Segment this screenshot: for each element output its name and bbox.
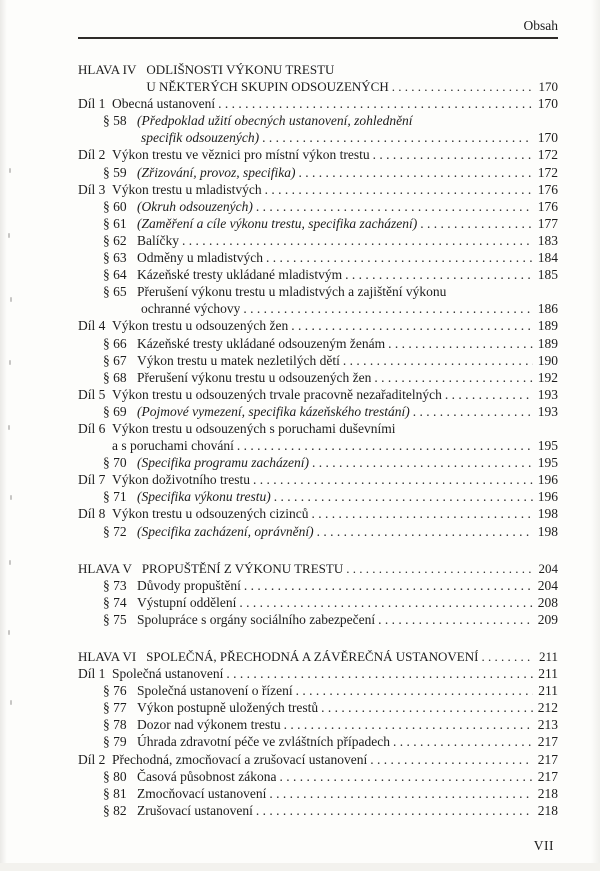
toc-entry-title: Výkon trestu u odsouzených s poruchami duševními [112, 420, 396, 436]
toc-entry-line [112, 751, 558, 768]
toc-entry-page-number: 185 [537, 267, 558, 283]
toc-entry-dil [78, 471, 558, 488]
toc-entry-page-number: 218 [537, 802, 558, 818]
dot-leader [442, 386, 533, 403]
dot-leader [371, 369, 532, 386]
toc-entry-body [146, 61, 558, 95]
toc-entry-body [137, 215, 558, 232]
scan-speck [9, 360, 11, 365]
toc-entry-title: Výkon postupně uložených trestů [137, 700, 319, 716]
dot-leader [253, 802, 533, 819]
header-rule [78, 37, 558, 39]
toc-entry-body [112, 665, 558, 682]
toc-entry-line [137, 699, 558, 716]
scan-speck [10, 495, 12, 500]
toc-entry-page-number: 193 [537, 386, 558, 402]
toc-entry-label: § 71 [103, 489, 127, 505]
toc-entry-line [137, 682, 558, 699]
toc-entry-label: § 77 [103, 700, 127, 716]
toc-entry-page-number: 211 [538, 666, 558, 682]
toc-entry-label: § 60 [103, 198, 127, 214]
dot-leader [259, 129, 533, 146]
toc-entry-title: (Specifika výkonu trestu) [137, 489, 271, 505]
dot-leader [223, 665, 533, 682]
toc-entry-page-number: 193 [537, 403, 558, 419]
toc-entry-line [137, 300, 558, 317]
dot-leader [370, 146, 533, 163]
toc-entry-title: Důvody propuštění [137, 577, 241, 593]
toc-entry-title: (Předpoklad užití obecných ustanovení, zohlednění [137, 113, 413, 129]
toc-entry-line [137, 733, 558, 750]
toc-entry-par [78, 232, 558, 249]
toc-entry-page-number: 189 [537, 318, 558, 334]
toc-entry-page-number: 184 [537, 250, 558, 266]
toc-entry-par [78, 611, 558, 628]
scan-speck [9, 560, 11, 565]
dot-leader [293, 682, 534, 699]
toc-entry-par [78, 716, 558, 733]
toc-entry-page-number: 198 [537, 506, 558, 522]
dot-leader [389, 78, 534, 95]
toc-entry-line [137, 112, 558, 129]
scan-speck [8, 630, 10, 635]
toc-entry-label: Díl 6 [78, 420, 106, 436]
toc-entry-label: § 58 [103, 113, 127, 129]
toc-entry-title: Přechodná, zmocňovací a zrušovací ustanovení [112, 751, 368, 767]
toc-entry-line [142, 560, 558, 577]
dot-leader [390, 733, 533, 750]
toc-entry-par [78, 198, 558, 215]
toc-entry-page-number: 204 [538, 560, 558, 576]
toc-entry-label: § 59 [103, 164, 127, 180]
dot-leader [318, 699, 533, 716]
toc-entry-body [137, 594, 558, 611]
toc-entry-title: Výkon trestu u odsouzených trvale pracovně nezařaditelných [112, 386, 442, 402]
toc-entry-body [137, 488, 558, 505]
toc-entry-body [137, 733, 558, 750]
page-number: VII [533, 838, 554, 853]
toc-entry-line [137, 198, 558, 215]
toc-entry-body [112, 751, 558, 768]
toc-entry-body [112, 181, 558, 198]
toc-entry-label: § 62 [103, 232, 127, 248]
toc-entry-dil [78, 665, 558, 682]
toc-entry-body [142, 560, 558, 577]
toc-entry-body [137, 682, 558, 699]
toc-entry-label: § 80 [103, 768, 127, 784]
toc-entry-body [137, 785, 558, 802]
toc-entry-par [78, 112, 558, 146]
toc-entry-title: (Zřizování, provoz, specifika) [137, 164, 296, 180]
toc-entry-title: Výkon trestu ve věznici pro místní výkon trestu [112, 147, 370, 163]
dot-leader [276, 768, 532, 785]
toc-entry-body [137, 249, 558, 266]
scan-speck [10, 700, 12, 705]
dot-leader [236, 594, 532, 611]
dot-leader [385, 335, 533, 352]
dot-leader [241, 577, 533, 594]
dot-leader [309, 454, 533, 471]
toc-entry-hlava [78, 61, 558, 95]
toc-entry-page-number: 218 [537, 785, 558, 801]
toc-entry-line [137, 129, 558, 146]
dot-leader [342, 266, 533, 283]
toc-entry-dil [78, 751, 558, 768]
toc-entry-dil [78, 317, 558, 334]
toc-entry-dil [78, 505, 558, 522]
toc-entry-label: Díl 2 [78, 147, 106, 163]
toc-entry-line [112, 95, 558, 112]
toc-entry-title: Obecná ustanovení [112, 96, 216, 112]
toc-entry-label: Díl 5 [78, 386, 106, 402]
toc-entry-par [78, 768, 558, 785]
toc-entry-title: Výkon trestu u matek nezletilých dětí [137, 352, 340, 368]
toc-entry-par [78, 594, 558, 611]
toc-entry-par [78, 215, 558, 232]
toc-entry-line [137, 611, 558, 628]
toc-entry-page-number: 217 [537, 751, 558, 767]
dot-leader [271, 488, 533, 505]
toc-entry-label: § 70 [103, 455, 127, 471]
toc-entry-page-number: 170 [537, 96, 558, 112]
toc-entry-body [137, 768, 558, 785]
dot-leader [288, 317, 533, 334]
toc-entry-page-number: 198 [537, 523, 558, 539]
toc-entry-title: Balíčky [137, 232, 179, 248]
dot-leader [478, 648, 534, 665]
toc-entry-line [137, 232, 558, 249]
table-of-contents [78, 61, 558, 819]
toc-entry-title: Společná ustanovení o řízení [137, 683, 293, 699]
toc-entry-label: Díl 7 [78, 472, 106, 488]
toc-entry-body [137, 232, 558, 249]
dot-leader [250, 471, 533, 488]
toc-entry-title: Zmocňovací ustanovení [137, 785, 267, 801]
toc-entry-title: U NĚKTERÝCH SKUPIN ODSOUZENÝCH [146, 79, 389, 95]
toc-entry-label: § 63 [103, 250, 127, 266]
toc-entry-label: HLAVA IV [78, 62, 137, 77]
toc-entry-line [112, 437, 558, 454]
toc-entry-line [112, 665, 558, 682]
toc-entry-label: § 82 [103, 802, 127, 818]
dot-leader [367, 751, 532, 768]
toc-entry-label: HLAVA V [78, 560, 132, 576]
scan-speck [8, 233, 10, 238]
dot-leader [340, 352, 533, 369]
toc-entry-body [137, 283, 558, 317]
toc-entry-page-number: 204 [537, 577, 558, 593]
toc-entry-dil [78, 146, 558, 163]
toc-entry-label: § 67 [103, 352, 127, 368]
toc-entry-title: Výkon doživotního trestu [112, 472, 250, 488]
toc-entry-label: § 78 [103, 717, 127, 733]
toc-entry-line [146, 61, 558, 78]
toc-entry-title: Kázeňské tresty ukládané mladistvým [137, 267, 343, 283]
toc-entry-line [137, 716, 558, 733]
toc-entry-title: Časová působnost zákona [137, 768, 277, 784]
toc-entry-page-number: 196 [537, 489, 558, 505]
toc-entry-body [137, 335, 558, 352]
toc-entry-label: § 81 [103, 785, 127, 801]
toc-entry-label: § 65 [103, 284, 127, 300]
toc-entry-title: (Specifika programu zacházení) [137, 455, 309, 471]
dot-leader [417, 215, 532, 232]
toc-entry-page-number: 183 [537, 232, 558, 248]
toc-entry-par [78, 488, 558, 505]
toc-entry-body [137, 403, 558, 420]
dot-leader [215, 95, 533, 112]
toc-entry-label: Díl 8 [78, 506, 106, 522]
scan-edge-left [0, 0, 7, 871]
toc-entry-dil [78, 95, 558, 112]
toc-entry-body [137, 699, 558, 716]
toc-entry-line [137, 523, 558, 540]
toc-entry-body [112, 471, 558, 488]
toc-entry-line [137, 283, 558, 300]
toc-entry-label: § 61 [103, 215, 127, 231]
toc-entry-label: § 74 [103, 594, 127, 610]
toc-entry-par [78, 164, 558, 181]
toc-entry-page-number: 172 [537, 147, 558, 163]
toc-entry-page-number: 209 [537, 611, 558, 627]
toc-entry-label: § 73 [103, 577, 127, 593]
toc-entry-page-number: 170 [537, 130, 558, 146]
toc-entry-body [112, 386, 558, 403]
toc-entry-title: a s poruchami chování [112, 438, 234, 454]
dot-leader [375, 611, 533, 628]
toc-entry-page-number: 176 [537, 181, 558, 197]
scan-speck [8, 425, 10, 430]
dot-leader [234, 437, 533, 454]
toc-entry-page-number: 196 [537, 472, 558, 488]
toc-entry-body [137, 577, 558, 594]
toc-entry-label: § 66 [103, 335, 127, 351]
toc-entry-line [137, 266, 558, 283]
scan-speck [9, 168, 11, 173]
toc-entry-line [112, 471, 558, 488]
toc-entry-label: § 69 [103, 403, 127, 419]
dot-leader [410, 403, 533, 420]
toc-entry-body [112, 95, 558, 112]
toc-entry-line [137, 594, 558, 611]
toc-entry-dil [78, 420, 558, 454]
toc-entry-line [112, 420, 558, 437]
toc-entry-par [78, 352, 558, 369]
toc-entry-line [137, 785, 558, 802]
toc-entry-label: § 76 [103, 683, 127, 699]
toc-entry-line [112, 505, 558, 522]
dot-leader [240, 300, 532, 317]
toc-entry-line [137, 335, 558, 352]
toc-entry-body [112, 317, 558, 334]
toc-entry-line [112, 317, 558, 334]
toc-entry-page-number: 217 [537, 734, 558, 750]
toc-entry-par [78, 266, 558, 283]
toc-entry-line [146, 78, 558, 95]
toc-entry-page-number: 217 [537, 768, 558, 784]
dot-leader [343, 560, 533, 577]
toc-entry-par [78, 283, 558, 317]
dot-leader [295, 164, 532, 181]
toc-entry-line [137, 164, 558, 181]
toc-entry-title: ochranné výchovy [141, 301, 241, 317]
toc-entry-title: ODLIŠNOSTI VÝKONU TRESTU [146, 62, 335, 77]
toc-entry-label: Díl 2 [78, 751, 106, 767]
toc-entry-line [137, 403, 558, 420]
toc-entry-title: Výkon trestu u mladistvých [112, 181, 262, 197]
toc-entry-title: Přerušení výkonu trestu u odsouzených žen [137, 369, 372, 385]
toc-entry-page-number: 212 [537, 700, 558, 716]
toc-entry-page-number: 195 [537, 438, 558, 454]
dot-leader [179, 232, 533, 249]
dot-leader [281, 716, 533, 733]
toc-entry-page-number: 176 [537, 198, 558, 214]
toc-entry-page-number: 172 [537, 164, 558, 180]
toc-entry-label: Díl 1 [78, 96, 106, 112]
toc-entry-body [137, 369, 558, 386]
toc-entry-body [112, 505, 558, 522]
toc-entry-page-number: 195 [537, 455, 558, 471]
toc-entry-label: § 72 [103, 523, 127, 539]
toc-entry-body [112, 146, 558, 163]
toc-entry-line [137, 488, 558, 505]
toc-entry-line [112, 181, 558, 198]
scan-edge-bottom [0, 863, 600, 871]
toc-entry-line [112, 146, 558, 163]
toc-entry-hlava [78, 648, 558, 665]
toc-entry-title: Výkon trestu u odsouzených žen [112, 318, 289, 334]
toc-entry-body [137, 802, 558, 819]
toc-entry-label: HLAVA VI [78, 649, 137, 664]
toc-entry-par [78, 249, 558, 266]
dot-leader [262, 181, 533, 198]
toc-entry-title: Přerušení výkonu trestu u mladistvých a zajištění výkonu [137, 284, 447, 300]
toc-entry-page-number: 189 [537, 335, 558, 351]
toc-entry-title: Úhrada zdravotní péče ve zvláštních případech [137, 734, 391, 750]
toc-entry-line [137, 369, 558, 386]
toc-entry-page-number: 170 [538, 79, 558, 95]
dot-leader [308, 505, 532, 522]
toc-entry-par [78, 733, 558, 750]
toc-entry-label: § 68 [103, 369, 127, 385]
toc-entry-par [78, 699, 558, 716]
toc-entry-page-number: 192 [537, 369, 558, 385]
toc-entry-line [137, 768, 558, 785]
toc-entry-title: (Specifika zacházení, oprávnění) [137, 523, 314, 539]
toc-entry-body [137, 112, 558, 146]
toc-entry-body [137, 266, 558, 283]
toc-entry-title: Kázeňské tresty ukládané odsouzeným ženám [137, 335, 386, 351]
toc-entry-par [78, 577, 558, 594]
toc-entry-par [78, 785, 558, 802]
toc-entry-body [112, 420, 558, 454]
toc-entry-title: PROPUŠTĚNÍ Z VÝKONU TRESTU [141, 560, 344, 576]
scan-edge-right [591, 0, 600, 871]
toc-entry-par [78, 369, 558, 386]
toc-entry-line [137, 249, 558, 266]
toc-entry-dil [78, 386, 558, 403]
scan-speck [10, 297, 12, 302]
toc-entry-body [137, 716, 558, 733]
toc-entry-title: Zrušovací ustanovení [137, 802, 253, 818]
toc-entry-label: § 79 [103, 734, 127, 750]
toc-entry-par [78, 454, 558, 471]
toc-entry-body [137, 352, 558, 369]
dot-leader [253, 198, 533, 215]
toc-entry-line [112, 386, 558, 403]
toc-entry-title: SPOLEČNÁ, PŘECHODNÁ A ZÁVĚREČNÁ USTANOVENÍ [146, 649, 479, 664]
toc-entry-line [137, 802, 558, 819]
toc-entry-page-number: 211 [538, 683, 558, 699]
toc-entry-body [137, 454, 558, 471]
toc-entry-body [137, 164, 558, 181]
running-header: Obsah [523, 18, 558, 33]
toc-entry-body [146, 648, 558, 665]
toc-entry-line [137, 215, 558, 232]
toc-entry-title: (Zaměření a cíle výkonu trestu, specifika zacházení) [137, 215, 418, 231]
toc-entry-line [137, 454, 558, 471]
toc-entry-body [137, 611, 558, 628]
toc-entry-par [78, 802, 558, 819]
toc-entry-par [78, 403, 558, 420]
toc-entry-title: Dozor nad výkonem trestu [137, 717, 281, 733]
toc-entry-page-number: 213 [537, 717, 558, 733]
toc-entry-body [137, 523, 558, 540]
toc-entry-page-number: 208 [537, 594, 558, 610]
toc-entry-title: Společná ustanovení [112, 666, 224, 682]
toc-entry-title: specifik odsouzených) [141, 130, 260, 146]
dot-leader [263, 249, 533, 266]
toc-entry-title: (Okruh odsouzených) [137, 198, 253, 214]
toc-entry-label: Díl 1 [78, 666, 106, 682]
toc-entry-dil [78, 181, 558, 198]
toc-entry-par [78, 682, 558, 699]
toc-entry-label: § 64 [103, 267, 127, 283]
dot-leader [314, 523, 533, 540]
toc-entry-label: § 75 [103, 611, 127, 627]
toc-entry-title: Odměny u mladistvých [137, 250, 263, 266]
toc-entry-page-number: 211 [538, 649, 558, 664]
toc-entry-line [146, 648, 558, 665]
toc-entry-label: Díl 3 [78, 181, 106, 197]
toc-entry-body [137, 198, 558, 215]
toc-entry-page-number: 177 [537, 215, 558, 231]
toc-entry-page-number: 186 [537, 301, 558, 317]
toc-entry-hlava [78, 560, 558, 577]
toc-entry-page-number: 190 [537, 352, 558, 368]
toc-entry-line [137, 352, 558, 369]
toc-entry-label: Díl 4 [78, 318, 106, 334]
toc-entry-par [78, 335, 558, 352]
toc-entry-title: Výstupní oddělení [137, 594, 237, 610]
toc-entry-title: (Pojmové vymezení, specifika kázeňského trestání) [137, 403, 410, 419]
toc-entry-title: Výkon trestu u odsouzených cizinců [112, 506, 309, 522]
toc-entry-par [78, 523, 558, 540]
toc-entry-title: Spolupráce s orgány sociálního zabezpečení [137, 611, 376, 627]
dot-leader [266, 785, 532, 802]
toc-entry-line [137, 577, 558, 594]
